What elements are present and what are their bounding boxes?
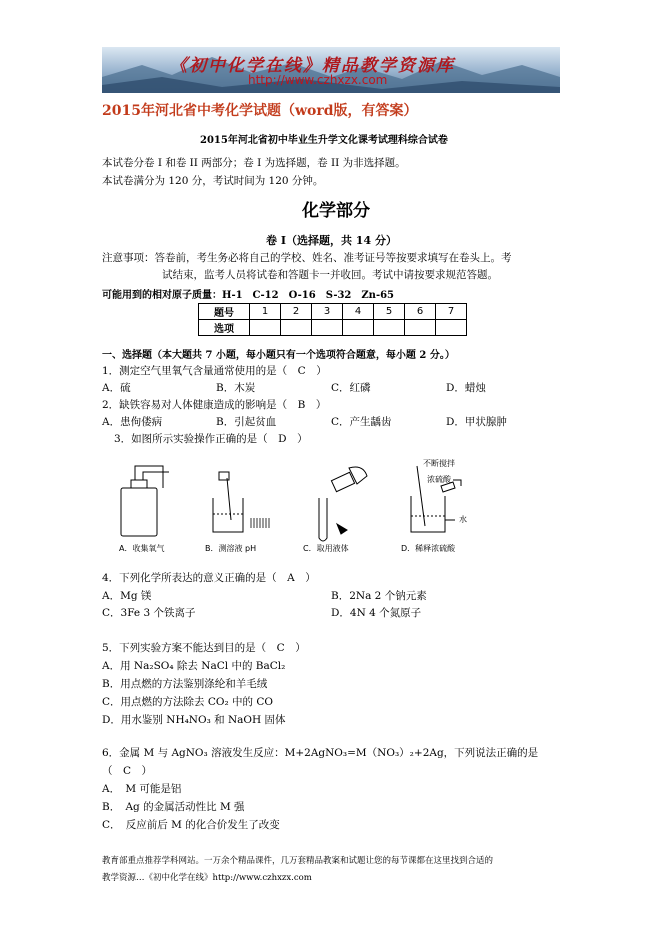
q6-stem: 6．金属 M 与 AgNO₃ 溶液发生反应：M+2AgNO₃=M（NO₃）₂+2Ag，下列说法正确的是 <box>102 747 539 759</box>
answer-cell <box>281 320 312 336</box>
q1-option-b: B．木炭 <box>216 382 256 394</box>
gas-collection-bottle-icon <box>121 466 169 536</box>
banner-url[interactable]: http://www.czhxzx.com <box>248 73 388 87</box>
q6-option-c: C． 反应前后 M 的化合价发生了改变 <box>102 819 280 831</box>
answer-table-number: 6 <box>405 304 436 320</box>
caption-b: B．测溶液 pH <box>205 544 257 553</box>
answer-table-number: 4 <box>343 304 374 320</box>
section1-heading: 一、选择题（本大题共 7 小题，每小题只有一个选项符合题意，每小题 2 分。） <box>102 350 455 361</box>
footer-line-1: 教育部重点推荐学科网站。一万余个精品课件，几万套精品教案和试题让您的每节课都在这里找到合适的 <box>102 856 494 866</box>
q4-option-b: B．2Na 2 个钠元素 <box>331 590 427 602</box>
q5-option-b: B．用点燃的方法鉴别涤纶和羊毛绒 <box>102 678 268 690</box>
q1-stem: 1．测定空气里氧气含量通常使用的是（ C ） <box>102 365 327 377</box>
q5-option-c: C．用点燃的方法除去 CO₂ 中的 CO <box>102 696 274 708</box>
answer-cell <box>250 320 281 336</box>
label-water: 水 <box>459 515 467 524</box>
header-banner <box>102 47 560 93</box>
label-conc-acid: 浓硫酸 <box>427 475 451 484</box>
answer-table-number: 5 <box>374 304 405 320</box>
q6-option-a: A． M 可能是铝 <box>102 783 182 795</box>
answer-table-number: 3 <box>312 304 343 320</box>
q1-option-d: D．蜡烛 <box>446 382 486 394</box>
q2-option-c: C．产生龋齿 <box>331 416 392 428</box>
answer-cell <box>343 320 374 336</box>
q2-stem: 2．缺铁容易对人体健康造成的影响是（ B ） <box>102 399 327 411</box>
q5-option-d: D．用水鉴别 NH₄NO₃ 和 NaOH 固体 <box>102 714 286 726</box>
q4-option-d: D．4N 4 个氮原子 <box>331 607 422 619</box>
pouring-liquid-icon <box>319 467 367 541</box>
q2-option-b: B．引起贫血 <box>216 416 277 428</box>
q2-option-d: D．甲状腺肿 <box>446 416 507 428</box>
answer-table-number: 7 <box>436 304 467 320</box>
exam-subtitle: 2015年河北省初中毕业生升学文化课考试理科综合试卷 <box>200 135 448 146</box>
caption-c: C．取用液体 <box>303 544 349 553</box>
q5-option-a: A．用 Na₂SO₄ 除去 NaCl 中的 BaCl₂ <box>102 660 286 672</box>
q1-option-c: C．红磷 <box>331 382 371 394</box>
q3-stem: 3．如图所示实验操作正确的是（ D ） <box>114 433 308 445</box>
caption-a: A．收集氧气 <box>119 544 165 553</box>
document-title: 2015年河北省中考化学试题（word版，有答案） <box>102 103 418 119</box>
q6-answer: （ C ） <box>102 765 153 777</box>
q4-option-a: A．Mg 镁 <box>102 590 152 602</box>
intro-line-2: 本试卷满分为 120 分，考试时间为 120 分钟。 <box>102 175 324 187</box>
answer-cell <box>405 320 436 336</box>
answer-table <box>198 303 467 336</box>
intro-line-1: 本试卷分卷 I 和卷 II 两部分；卷 I 为选择题，卷 II 为非选择题。 <box>102 157 406 169</box>
q4-option-c: C．3Fe 3 个铁离子 <box>102 607 196 619</box>
q4-stem: 4．下列化学所表达的意义正确的是（ A ） <box>102 572 316 584</box>
section-title: 化学部分 <box>302 201 370 221</box>
q1-option-a: A．硫 <box>102 382 131 394</box>
answer-table-number: 2 <box>281 304 312 320</box>
notice-line-2: 试结束，监考人员将试卷和答题卡一并收回。考试中请按要求规范答题。 <box>162 269 498 281</box>
banner-title: 《初中化学在线》精品教学资源库 <box>170 56 455 76</box>
answer-cell <box>374 320 405 336</box>
notice-line-1: 注意事项：答卷前，考生务必将自己的学校、姓名、准考证号等按要求填写在卷头上。考 <box>102 252 512 264</box>
atomic-mass-line: 可能用到的相对原子质量：H-1 C-12 O-16 S-32 Zn-65 <box>102 290 395 301</box>
answer-table-number: 1 <box>250 304 281 320</box>
q3-experiment-figure <box>105 458 505 558</box>
q5-stem: 5．下列实验方案不能达到目的是（ C ） <box>102 642 306 654</box>
answer-cell <box>436 320 467 336</box>
footer-line-2[interactable]: 教学资源…《初中化学在线》http://www.czhxzx.com <box>102 873 312 883</box>
caption-d: D．稀释浓硫酸 <box>401 544 456 553</box>
q6-option-b: B． Ag 的金属活动性比 M 强 <box>102 801 245 813</box>
answer-table-header-number: 题号 <box>199 304 250 320</box>
q2-option-a: A．患佝偻病 <box>102 416 163 428</box>
label-stir: 不断搅拌 <box>423 459 455 468</box>
answer-cell <box>312 320 343 336</box>
answer-table-header-option: 选项 <box>199 320 250 336</box>
volume-title: 卷 I（选择题，共 14 分） <box>266 234 397 247</box>
ph-test-beaker-icon <box>213 472 269 532</box>
